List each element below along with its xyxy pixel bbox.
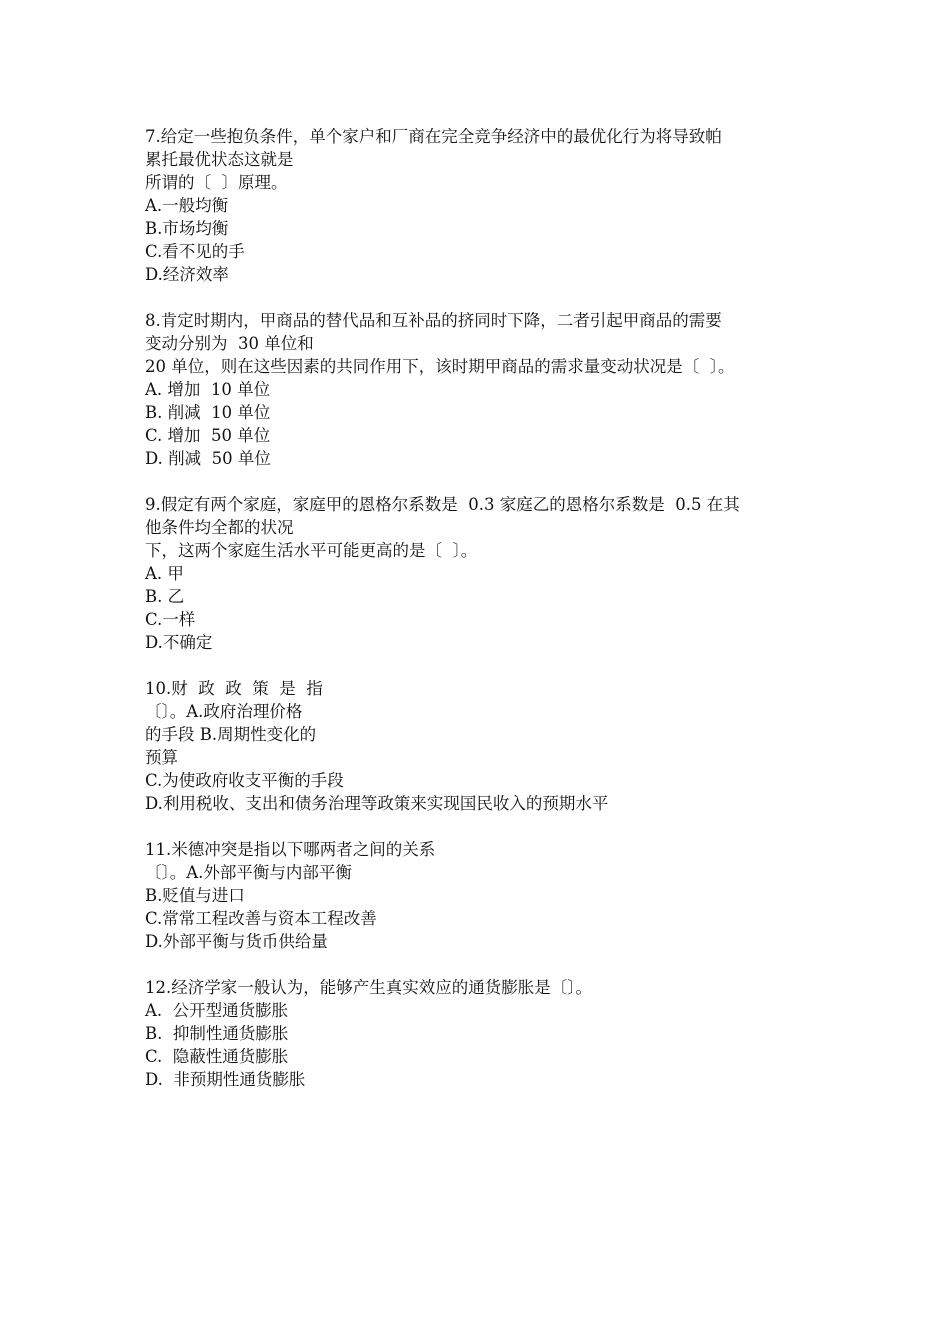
question-7-option-b: B.市场均衡 [145,219,229,238]
question-9-stem-line-2: 他条件均全都的状况 [145,518,294,537]
question-11-option-d: D.外部平衡与货币供给量 [145,932,328,951]
question-10-stem-line-2: 〔〕。A.政府治理价格 [145,702,303,721]
question-10-option-d: D.利用税收、支出和债务治理等政策来实现国民收入的预期水平 [145,794,609,813]
question-8-stem-line-1: 8.肯定时期内，甲商品的替代品和互补品的挤同时下降，二者引起甲商品的需要 [145,311,722,330]
question-7-stem-line-3: 所谓的〔 〕原理。 [145,173,288,192]
document-page [145,125,825,1114]
question-7-option-a: A.一般均衡 [145,196,229,215]
question-7-stem-line-1: 7.给定一些抱负条件，单个家户和厂商在完全竞争经济中的最优化行为将导致帕 [145,127,722,146]
question-10-stem-line-1: 10.财 政 政 策 是 指 [145,679,323,698]
question-9-stem-line-3: 下，这两个家庭生活水平可能更高的是〔 〕。 [145,541,478,560]
question-7-option-d: D.经济效率 [145,265,229,284]
question-12-option-c: C. 隐蔽性通货膨胀 [145,1047,289,1066]
question-7-option-c: C.看不见的手 [145,242,245,261]
question-8-option-d: D. 削减 50 单位 [145,449,271,468]
question-10-stem-line-3: 的手段 B.周期性变化的 [145,725,317,744]
question-7-stem-line-2: 累托最优状态这就是 [145,150,294,169]
question-9 [145,493,825,654]
question-11-option-b: B.贬值与进口 [145,886,245,905]
question-8-option-a: A. 增加 10 单位 [145,380,271,399]
question-11-stem-line-2: 〔〕。A.外部平衡与内部平衡 [145,863,352,882]
question-8-option-c: C. 增加 50 单位 [145,426,271,445]
question-12-option-b: B. 抑制性通货膨胀 [145,1024,289,1043]
question-8-stem-line-2: 变动分别为 30 单位和 [145,334,314,353]
question-12-stem-line-1: 12.经济学家一般认为，能够产生真实效应的通货膨胀是〔〕。 [145,978,592,997]
question-12-option-a: A. 公开型通货膨胀 [145,1001,289,1020]
question-8 [145,309,825,470]
question-9-stem-line-1: 9.假定有两个家庭，家庭甲的恩格尔系数是 0.3 家庭乙的恩格尔系数是 0.5 在其 [145,495,740,514]
question-11-option-c: C.常常工程改善与资本工程改善 [145,909,377,928]
question-9-option-b: B. 乙 [145,587,185,606]
question-9-option-d: D.不确定 [145,633,213,652]
question-12-option-d: D. 非预期性通货膨胀 [145,1070,306,1089]
question-7 [145,125,825,286]
question-10 [145,677,825,815]
question-9-option-a: A. 甲 [145,564,184,583]
question-9-option-c: C.一样 [145,610,196,629]
question-10-stem-line-4: 预算 [145,748,178,767]
question-8-option-b: B. 削减 10 单位 [145,403,271,422]
question-8-stem-line-3: 20 单位，则在这些因素的共同作用下，该时期甲商品的需求量变动状况是〔 〕。 [145,357,735,376]
question-11-stem-line-1: 11.米德冲突是指以下哪两者之间的关系 [145,840,436,859]
question-10-option-c: C.为使政府收支平衡的手段 [145,771,344,790]
question-11 [145,838,825,953]
question-12 [145,976,825,1091]
